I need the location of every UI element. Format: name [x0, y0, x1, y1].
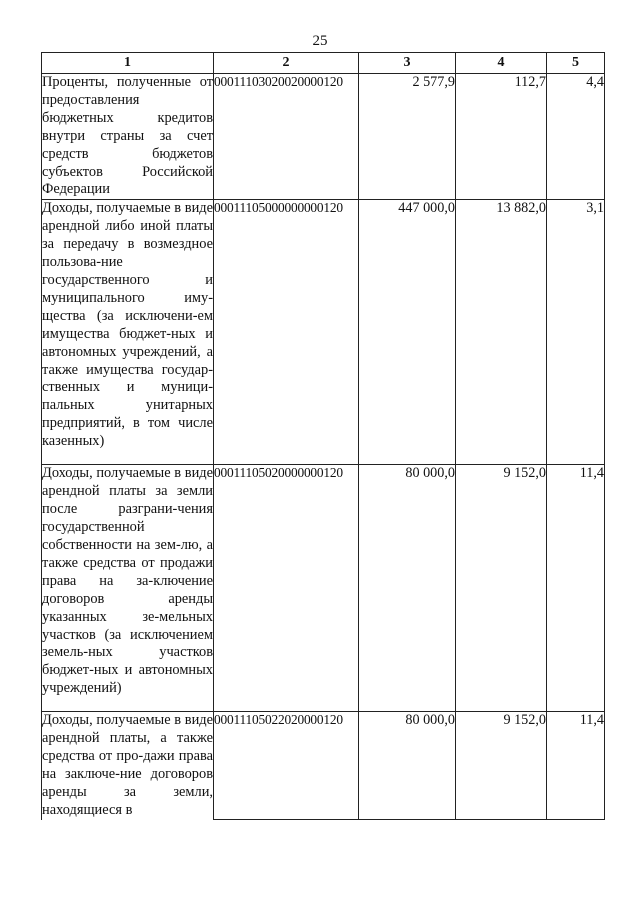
column-header-4: 4: [456, 53, 547, 74]
income-name-cell: Доходы, получаемые в виде арендной либо иной платы за передачу в возмездное пользова-ние государственного и муниципального иму-щества (за исключени-ем имущества бюджет-ных и автономных учреждений, а также имущества государ-ственных и муници-пальных унитарных предприятий, в том числе казенных): [42, 200, 214, 465]
plan-amount-cell: 80 000,0: [359, 712, 456, 820]
plan-amount-cell: 447 000,0: [359, 200, 456, 465]
budget-code-cell: 00011105022020000120: [214, 712, 359, 820]
percent-cell: 4,4: [547, 74, 605, 200]
budget-code-cell: 00011103020020000120: [214, 74, 359, 200]
column-header-3: 3: [359, 53, 456, 74]
budget-code-cell: 00011105020000000120: [214, 465, 359, 712]
column-header-2: 2: [214, 53, 359, 74]
actual-amount-cell: 13 882,0: [456, 200, 547, 465]
column-header-1: 1: [42, 53, 214, 74]
revenue-table: [41, 52, 605, 820]
actual-amount-cell: 9 152,0: [456, 465, 547, 712]
percent-cell: 11,4: [547, 465, 605, 712]
income-name-cell: Проценты, полученные от предоставления бюджетных кредитов внутри страны за счет средств бюджетов субъектов Российской Федерации: [42, 74, 214, 200]
page-number: 25: [312, 33, 328, 49]
table-row: [42, 712, 605, 820]
plan-amount-cell: 80 000,0: [359, 465, 456, 712]
header-row: [42, 53, 605, 74]
table-row: [42, 200, 605, 465]
plan-amount-cell: 2 577,9: [359, 74, 456, 200]
income-name-cell: Доходы, получаемые в виде арендной платы за земли после разграни-чения государственной собственности на зем-лю, а также средства от продажи права на за-ключение договоров аренды указанных зе-мельных участков (за исключением земель-ных участков бюджет-ных и автономных учреждений): [42, 465, 214, 712]
table-row: [42, 74, 605, 200]
percent-cell: 11,4: [547, 712, 605, 820]
table-row: [42, 465, 605, 712]
budget-code-cell: 00011105000000000120: [214, 200, 359, 465]
column-header-5: 5: [547, 53, 605, 74]
actual-amount-cell: 112,7: [456, 74, 547, 200]
percent-cell: 3,1: [547, 200, 605, 465]
actual-amount-cell: 9 152,0: [456, 712, 547, 820]
income-name-cell: Доходы, получаемые в виде арендной платы, а также средства от про-дажи права на заключе-ние договоров аренды за земли, находящиеся в: [42, 712, 213, 818]
